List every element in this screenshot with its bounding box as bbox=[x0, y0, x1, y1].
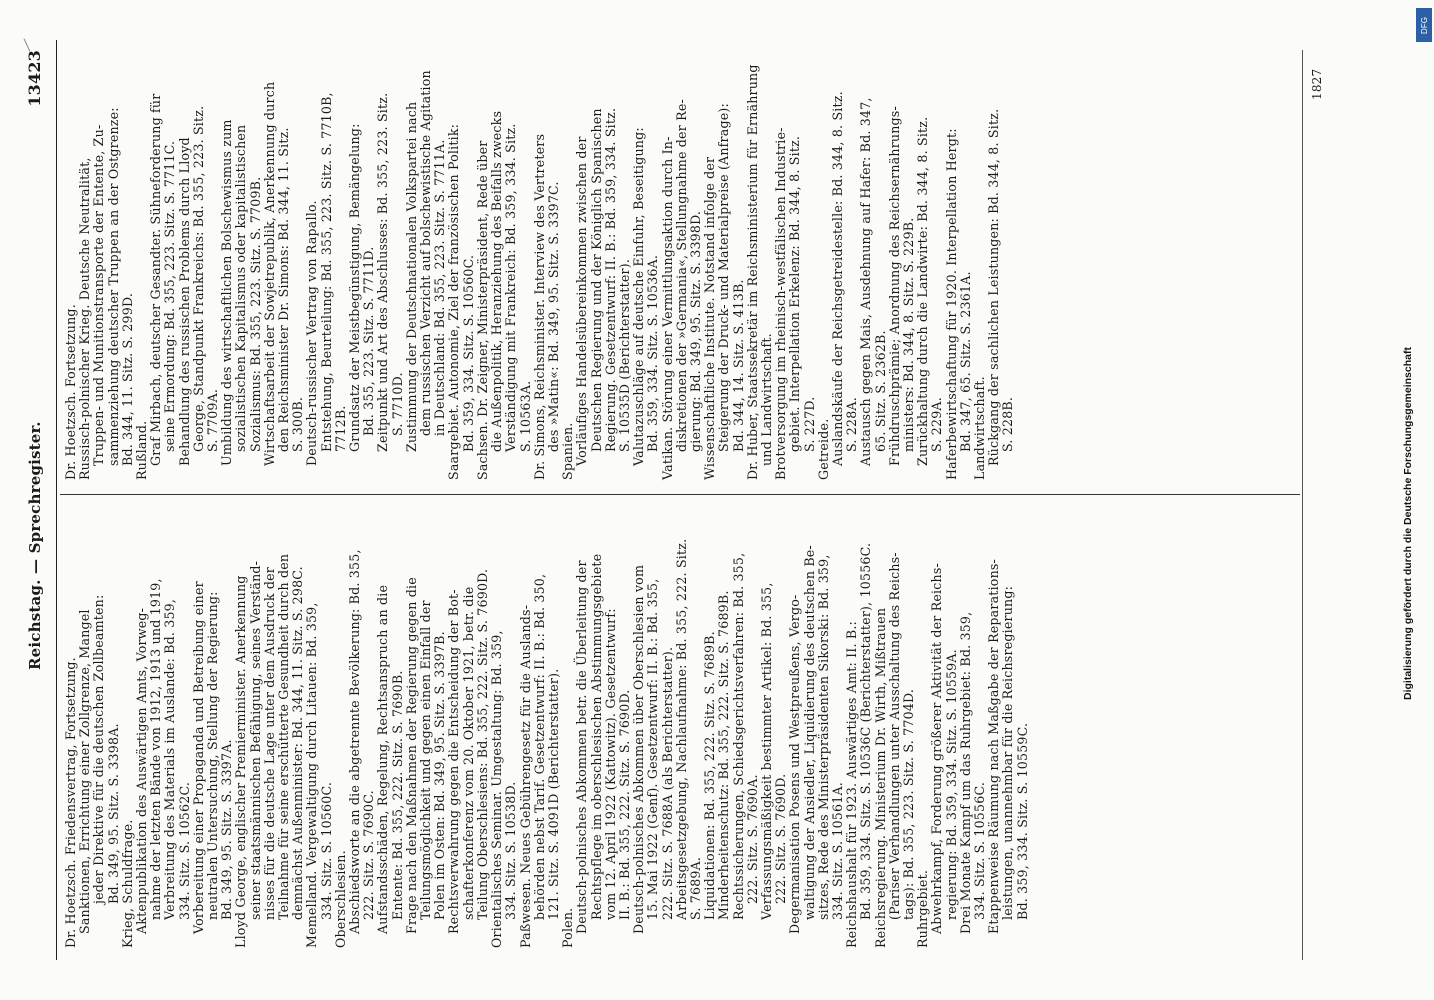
running-title: Reichstag. — Sprechregister. bbox=[26, 421, 44, 670]
left-column-line: leistungen, unannehmbar für die Reichsregierung: bbox=[1000, 585, 1016, 920]
left-column-line: Teilung Oberschlesiens: Bd. 355, 222. Sitz. S. 7690D. bbox=[474, 568, 490, 920]
right-column-line: Landwirtschaft. bbox=[972, 376, 987, 480]
left-column-line: nahme der letzten Bände von 1912, 1913 und 1919, bbox=[148, 578, 164, 920]
left-column-line: Entente: Bd. 355, 222. Sitz. S. 7690B. bbox=[389, 670, 405, 920]
right-column bbox=[64, 35, 1016, 480]
right-column-line: Wirtschaftsarbeit der Sowjetrepublik, Anerkennung durch bbox=[261, 81, 277, 466]
left-column-line: regierung: Bd. 359, 334. Sitz. S. 10559A. bbox=[943, 649, 959, 920]
right-column-line: Regierung. Gesetzentwurf: II. B.: Bd. 359, 334. Sitz. bbox=[602, 107, 618, 452]
left-column-line: Deutsch-polnisches Abkommen betr. die Überleitung der bbox=[574, 560, 590, 934]
right-column-line: S. 300B. bbox=[290, 396, 306, 452]
right-column-line: S. 227D. bbox=[801, 396, 817, 452]
right-column-line: Vorläufiges Handelsübereinkommen zwischen der bbox=[574, 136, 590, 466]
right-column-line: Deutschen Regierung und der Königlich Spanischen bbox=[588, 108, 604, 452]
right-column-line: diskretionen der »Germania«, Stellungnahme der Re- bbox=[673, 99, 689, 452]
left-column-line: jeder Direktive für die deutschen Zollbeamten: bbox=[91, 594, 107, 904]
right-column-line: dem russischen Verzicht auf bolschewistische Agitation bbox=[418, 70, 434, 436]
left-column-line: behörden nebst Tarif. Gesetzentwurf: II. B.: Bd. 350, bbox=[531, 573, 547, 920]
right-column-line: Sachsen. Dr. Zeigner, Ministerpräsident, Rede über bbox=[474, 140, 490, 480]
right-column-line: Bd. 344, 11. Sitz. S. 299D. bbox=[119, 292, 135, 466]
left-column-line: seiner staatsmännischen Befähigung, seines Verständ- bbox=[247, 560, 263, 920]
right-column-line: George, Standpunkt Frankreichs: Bd. 355, 223. Sitz. bbox=[190, 105, 206, 452]
dfg-logo: DFG bbox=[1416, 8, 1432, 42]
left-column-line: Arbeitsgesetzgebung, Nachlaufnahme: Bd. 355, 222. Sitz. bbox=[673, 538, 689, 920]
right-column-line: Vatikan. Störung einer Vermittlungsaktion durch In- bbox=[659, 136, 675, 480]
right-column-line: Brotversorgung im rheinisch-westfälischen Industrie- bbox=[773, 127, 789, 480]
left-column-line: Reichsregierung. Ministerium Dr. Wirth, Mißtrauen bbox=[872, 607, 888, 948]
right-column-line: Haferbewirtschaftung für 1920. Interpellation Hergt: bbox=[943, 128, 959, 480]
left-column-line: Reichshaushalt für 1923. Auswärtiges Amt: II. B.: bbox=[844, 621, 860, 948]
left-column-line: Etappenweise Räumung nach Maßgabe der Reparations- bbox=[986, 558, 1002, 934]
left-column-line: Degermanisation Posens und Westpreußens, Vergo- bbox=[787, 594, 803, 934]
left-column-line: Aktenpublikation des Auswärtigen Amts, Vorweg- bbox=[134, 607, 150, 934]
right-column-line: sozialistischen Kapitalismus oder kapitalistischen bbox=[233, 124, 249, 452]
left-column-line: Paßwesen. Neues Gebührengesetz für die Auslands- bbox=[517, 604, 533, 948]
right-column-line: S. 229A. bbox=[929, 397, 945, 452]
left-column-line: 334. Sitz. S. 10561A. bbox=[829, 782, 845, 920]
left-column-line: 334. Sitz. S. 10538D. bbox=[503, 781, 519, 920]
right-column-line: die Außenpolitik, Heranziehung des Beifalls zwecks bbox=[489, 110, 505, 452]
left-column-line: II. B.: Bd. 355, 222. Sitz. S. 7690D. bbox=[616, 689, 632, 920]
footer-rule bbox=[1302, 50, 1303, 960]
right-column-line: gebiet. Interpellation Erkelenz: Bd. 344, 8. Sitz. bbox=[787, 135, 803, 452]
left-column-line: neutralen Untersuchung, Stellung der Regierung: bbox=[205, 591, 221, 920]
rotated-register-page bbox=[10, 0, 1360, 1000]
right-column-line: Zeitpunkt und Art des Abschlusses: Bd. 355, 223. Sitz. bbox=[375, 92, 391, 452]
right-column-line: Steigerung der Druck- und Materialpreise (Anfrage): bbox=[716, 103, 732, 452]
left-column-line: 222. Sitz. S. 7688A (als Berichterstatter). bbox=[659, 646, 675, 920]
left-column-line: Ruhrgebiet. bbox=[915, 869, 931, 948]
left-column-line: 222. Sitz. S. 7690C. bbox=[361, 790, 377, 920]
left-column-line: Frage nach den Maßnahmen der Regierung gegen die bbox=[403, 577, 419, 934]
left-column-line: 334. Sitz. S. 10560C. bbox=[318, 781, 334, 920]
left-column-line: (Pariser Verhandlungen unter Ausschaltung des Reichs- bbox=[886, 552, 902, 920]
left-column-line: Rechtssicherungen, Schiedsgerichtsverfahren: Bd. 355, bbox=[730, 552, 746, 920]
right-column-line: Bd. 347, 65. Sitz. S. 2361A. bbox=[957, 271, 973, 452]
right-column-line: Verständigung mit Frankreich: Bd. 359, 334. Sitz. bbox=[503, 123, 519, 452]
left-column-line: schafterkonferenz vom 20. Oktober 1921, betr. die bbox=[460, 586, 476, 920]
right-column-line: gierung: Bd. 349, 95. Sitz. S. 3398D. bbox=[687, 210, 703, 452]
left-column-line: Aufstandsschäden, Regelung, Rechtsanspruch an die bbox=[375, 584, 391, 934]
right-column-line: Spanien. bbox=[560, 422, 576, 480]
left-column-line: Verbreitung des Materials im Auslande: Bd. 359, bbox=[162, 598, 178, 920]
right-column-line: Getreide. bbox=[815, 418, 831, 480]
left-column-line: Polen im Osten: Bd. 349, 95. Sitz. S. 3397B. bbox=[432, 631, 448, 920]
left-column-line: 222. Sitz. S. 7690D. bbox=[773, 773, 789, 904]
right-column-line: ministers: Bd. 344, 8. Sitz. S. 229B. bbox=[900, 217, 916, 452]
left-column-line: Rechtspflege im oberschlesischen Abstimmungsgebiete bbox=[588, 553, 604, 920]
right-column-line: Zustimmung der Deutschnationalen Volkspartei nach bbox=[403, 101, 419, 452]
right-column-line: Zurückhaltung durch die Landwirte: Bd. 344, 8. Sitz. bbox=[915, 116, 931, 466]
left-column-line: Orientalisches Seminar. Umgestaltung: Bd. 359, bbox=[489, 630, 505, 948]
right-column-line: und Landwirtschaft. bbox=[758, 333, 774, 466]
left-column-line: Bd. 349, 95. Sitz. S. 3397A. bbox=[219, 739, 235, 920]
right-column-line: in Deutschland: Bd. 355, 223. Sitz. S. 7711A. bbox=[432, 139, 448, 436]
left-column-line: Rechtsverwahrung gegen die Entscheidung der Bot- bbox=[446, 589, 462, 934]
right-column-line: S. 7709A. bbox=[205, 388, 221, 452]
right-column-line: Umbildung des wirtschaftlichen Bolschewismus zum bbox=[219, 119, 235, 466]
left-column-line: Teilungsmöglichkeit und gegen einen Einfall der bbox=[418, 600, 434, 920]
right-column-line: 65. Sitz. S. 2362B. bbox=[872, 330, 888, 452]
right-column-line: Entstehung, Beurteilung: Bd. 355, 223. Sitz. S. 7710B, bbox=[318, 92, 334, 452]
left-column-line: 121. Sitz. S. 4091D (Berichterstatter). bbox=[545, 668, 561, 920]
footer-page-number: 1827 bbox=[1310, 68, 1324, 100]
right-column-line: S. 10563A. bbox=[517, 380, 533, 452]
header-rule bbox=[56, 40, 57, 960]
left-column-line: nisses für die deutsche Lage unter dem Ausdruck der bbox=[261, 567, 277, 920]
left-column-line: tags): Bd. 355, 223. Sitz. S. 7704D. bbox=[900, 688, 916, 920]
left-column-line: Krieg, Schuldfrage. bbox=[119, 819, 135, 948]
right-column-line: sammenziehung deutscher Truppen an der Ostgrenze: bbox=[105, 107, 121, 466]
left-column-line: sitzes, Rede des Ministerpräsidenten Sikorski: Bd. 359, bbox=[815, 554, 831, 920]
left-column-line: Deutsch-polnisches Abkommen über Oberschlesien vom bbox=[631, 564, 647, 934]
left-column-line: vom 12. April 1922 (Kattowitz). Gesetzentwurf: bbox=[602, 608, 618, 920]
left-column-line: Oberschlesien. bbox=[332, 850, 348, 948]
left-column-line: Minderheitenschutz: Bd. 355, 222. Sitz. S. 7689B. bbox=[716, 590, 732, 920]
right-column-line: Rückgang der sachlichen Leistungen: Bd. 344, 8. Sitz. bbox=[986, 108, 1002, 466]
right-column-line: Frühdruschprämie; Anordnung des Reichsernährungs- bbox=[886, 106, 902, 466]
right-column-line: Bd. 359, 334. Sitz. S. 10560C. bbox=[460, 254, 476, 452]
right-column-line: S. 228B. bbox=[1000, 396, 1016, 452]
left-column-line: Lloyd George, englischer Premierminister. Anerkennung bbox=[233, 575, 249, 948]
right-column-line: Saargebiet. Autonomie, Ziel der französischen Politik: bbox=[446, 123, 462, 480]
right-column-line: Grundsatz der Meistbegünstigung, Bemängelung: bbox=[347, 123, 363, 452]
left-column-line: Vorbereitung einer Propaganda und Betreibung einer bbox=[190, 581, 206, 934]
left-column-line: Bd. 349, 95. Sitz. S. 3398A. bbox=[105, 723, 121, 904]
right-column-line: Auslandskäufe der Reichsgetreidestelle: Bd. 344, 8. Sitz. bbox=[829, 91, 845, 466]
right-column-line: Graf Mirbach, deutscher Gesandter. Sühneforderung für bbox=[148, 93, 164, 466]
right-column-line: Valutazuschläge auf deutsche Einfuhr, Beseitigung: bbox=[631, 127, 647, 466]
left-column-line: Abwehrkampf, Forderung größerer Aktivität der Reichs- bbox=[929, 563, 945, 934]
left-column-line: 15. Mai 1922 (Genf). Gesetzentwurf: II. B.: Bd. 355, bbox=[645, 578, 661, 920]
right-column-line: des »Matin«: Bd. 349, 95. Sitz. S. 3397C. bbox=[545, 181, 561, 452]
right-column-line: S. 7710D. bbox=[389, 372, 405, 436]
right-column-line: den Reichsminister Dr. Simons: Bd. 344, 11. Sitz. bbox=[276, 127, 292, 452]
left-column bbox=[64, 503, 1030, 948]
right-column-line: Bd. 359, 334. Sitz. S. 10536A. bbox=[645, 254, 661, 452]
left-column-line: Verfassungsmäßigkeit bestimmter Artikel: Bd. 355, bbox=[758, 582, 774, 920]
right-column-line: S. 228A. bbox=[844, 397, 860, 452]
right-column-line: Deutsch-russischer Vertrag von Rapallo. bbox=[304, 200, 320, 466]
left-column-line: Polen. bbox=[560, 907, 576, 948]
right-column-line: Bd. 344, 14. Sitz. S. 413B. bbox=[730, 279, 746, 452]
right-column-line: Rußland. bbox=[134, 420, 150, 480]
right-column-line: Dr. Huber, Staatssekretär im Reichsministerium für Ernährung bbox=[744, 64, 760, 480]
right-column-line: S. 10535D (Berichterstatter). bbox=[616, 258, 632, 452]
right-column-line: Bd. 355, 223. Sitz. S. 7711D. bbox=[361, 246, 377, 436]
right-column-line: Dr. Hoetzsch. Fortsetzung. bbox=[63, 304, 78, 480]
right-column-line: Sozialismus: Bd. 355, 223. Sitz. S. 7709B. bbox=[247, 176, 263, 452]
left-column-line: Drei Monate Kampf um das Ruhrgebiet: Bd. 359, bbox=[957, 611, 973, 934]
right-column-line: seine Ermordung: Bd. 355, 223. Sitz. S. 7711C. bbox=[162, 140, 178, 452]
right-column-line: Behandlung des russischen Problems durch Lloyd bbox=[176, 137, 192, 466]
right-column-line: Truppen- und Munitionstransporte der Entente, Zu- bbox=[91, 124, 107, 466]
left-column-line: demnächst Außenminister: Bd. 344, 11. Sitz. S. 298C. bbox=[290, 566, 306, 920]
left-column-line: Sanktionen, Errichtung einer Zollgrenze, Mangel bbox=[77, 609, 93, 934]
left-column-line: Bd. 359, 334. Sitz. S. 10536C (Berichterstatter), 10556C. bbox=[858, 542, 874, 920]
left-column-line: Abschiedsworte an die abgetrennte Bevölkerung: Bd. 355, bbox=[347, 549, 363, 934]
left-column-line: Dr. Hoetzsch. Friedensvertrag, Fortsetzung. bbox=[63, 657, 78, 948]
left-column-line: waltigung der Ansiedler, Liquidierung des deutschen Be- bbox=[801, 545, 817, 920]
right-column-line: Wissenschaftliche Institute. Notstand infolge der bbox=[702, 156, 718, 480]
right-column-line: Dr. Simons, Reichsminister. Interview des Vertreters bbox=[531, 133, 547, 480]
right-column-line: Russisch-polnischer Krieg. Deutsche Neutralität, bbox=[77, 157, 93, 480]
page-header bbox=[18, 40, 54, 960]
left-column-line: Memelland. Vergewaltigung durch Litauen: Bd. 359, bbox=[304, 602, 320, 948]
column-divider bbox=[60, 494, 1300, 495]
right-column-line: 7712B. bbox=[332, 405, 348, 452]
left-column-line: 334. Sitz. S. 10562C. bbox=[176, 781, 192, 920]
left-column-line: Bd. 359, 334. Sitz. S. 10559C. bbox=[1014, 722, 1030, 920]
left-column-line: 222. Sitz. S. 7690A. bbox=[744, 774, 760, 904]
left-column-line: Teilnahme für seine erschütterte Gesundheit durch den bbox=[276, 553, 292, 920]
left-column-line: S. 7689A. bbox=[687, 856, 703, 920]
digitization-credit: Digitalisierung gefördert durch die Deutsche Forschungsgemeinschaft bbox=[1402, 347, 1414, 700]
page-number: 13423 bbox=[25, 50, 44, 107]
left-column-line: Liquidationen: Bd. 355, 222. Sitz. S. 7689B. bbox=[702, 631, 718, 920]
right-column-line: Austausch gegen Mais, Ausdehnung auf Hafer: Bd. 347, bbox=[858, 97, 874, 466]
left-column-line: 334. Sitz. S. 10556C. bbox=[972, 781, 987, 920]
